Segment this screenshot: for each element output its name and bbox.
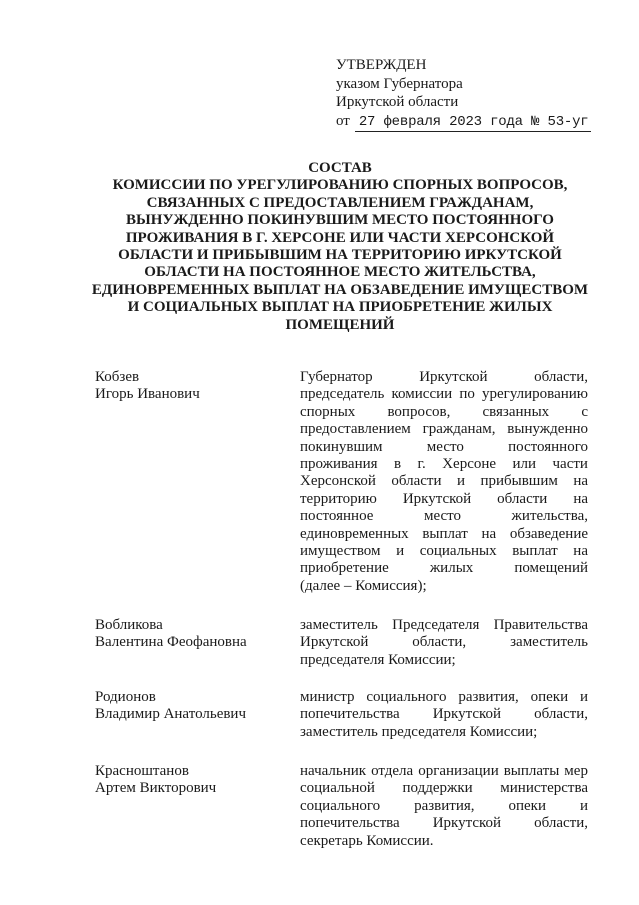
member-name (95, 689, 300, 741)
member-name (95, 369, 300, 595)
member-role-line: секретарь Комиссии. (300, 832, 434, 849)
member-role-line: социальной поддержки министерства (300, 780, 588, 797)
member-name (95, 617, 300, 669)
heading-line: КОМИССИИ ПО УРЕГУЛИРОВАНИЮ СПОРНЫХ ВОПРОСОВ, (112, 177, 568, 194)
member-entry (95, 689, 595, 741)
member-role (300, 369, 588, 595)
heading-line: СВЯЗАННЫХ С ПРЕДОСТАВЛЕНИЕМ ГРАЖДАНАМ, (146, 194, 534, 211)
member-role (300, 689, 588, 741)
member-role-line: постоянное место жительства, (300, 508, 588, 525)
member-given-names: Артем Викторович (95, 780, 217, 797)
member-role-line: заместитель Председателя Правительства (300, 617, 588, 633)
member-role-line: имуществом и социальных выплат на (300, 543, 588, 560)
member-role-line: предоставлением гражданам, вынужденно (300, 421, 588, 438)
approval-date-line (336, 112, 591, 133)
approval-date-number: 27 февраля 2023 года № 53-уг (355, 113, 591, 133)
member-entry (95, 369, 595, 595)
heading-line: И СОЦИАЛЬНЫХ ВЫПЛАТ НА ПРИОБРЕТЕНИЕ ЖИЛЫХ (127, 299, 553, 316)
approval-date-prefix: от (336, 112, 350, 129)
member-role-line: (далее – Комиссия); (300, 577, 427, 594)
heading-line: ОБЛАСТИ И ПРИБЫВШИМ НА ТЕРРИТОРИЮ ИРКУТСКОЙ (118, 247, 562, 264)
document-heading (80, 160, 600, 334)
member-role-line: председатель комиссии по урегулированию (300, 386, 588, 403)
heading-line: ПОМЕЩЕНИЙ (285, 316, 395, 333)
member-role-line: спорных вопросов, связанных с (300, 403, 588, 420)
member-role (300, 763, 588, 850)
member-given-names: Игорь Иванович (95, 386, 200, 403)
member-entry (95, 763, 595, 850)
member-role-line: председателя Комиссии; (300, 651, 456, 668)
member-given-names: Валентина Феофановна (95, 634, 247, 651)
member-surname: Вобликова (95, 617, 163, 633)
member-role-line: заместитель председателя Комиссии; (300, 723, 538, 740)
approval-status: УТВЕРЖДЕН (336, 57, 427, 73)
member-role-line: проживания в г. Херсоне или части (300, 456, 588, 473)
member-given-names: Владимир Анатольевич (95, 706, 247, 723)
member-surname: Красноштанов (95, 763, 189, 779)
member-role-line: министр социального развития, опеки и (300, 689, 588, 705)
member-role-line: приобретение жилых помещений (300, 560, 588, 577)
approval-authority: указом Губернатора (336, 75, 463, 92)
member-name (95, 763, 300, 850)
member-role (300, 617, 588, 669)
member-entry (95, 617, 595, 669)
member-role-line: социального развития, опеки и (300, 797, 588, 814)
member-role-line: начальник отдела организации выплаты мер (300, 763, 588, 779)
member-role-line: Губернатор Иркутской области, (300, 369, 588, 385)
member-role-line: единовременных выплат на обзаведение (300, 525, 588, 542)
heading-title: СОСТАВ (308, 160, 372, 176)
heading-line: ОБЛАСТИ НА ПОСТОЯННОЕ МЕСТО ЖИТЕЛЬСТВА, (144, 264, 536, 281)
approval-block (336, 56, 591, 132)
approval-region: Иркутской области (336, 94, 459, 110)
heading-line: ПРОЖИВАНИЯ В Г. ХЕРСОНЕ ИЛИ ЧАСТИ ХЕРСОНСКОЙ (125, 229, 555, 246)
member-role-line: территорию Иркутской области на (300, 490, 588, 507)
member-role-line: Херсонской области и прибывшим на (300, 473, 588, 490)
member-role-line: Иркутской области, заместитель (300, 634, 588, 651)
member-role-line: попечительства Иркутской области, (300, 815, 588, 832)
member-surname: Родионов (95, 689, 156, 705)
member-role-line: попечительства Иркутской области, (300, 706, 588, 723)
member-surname: Кобзев (95, 369, 140, 385)
heading-line: ЕДИНОВРЕМЕННЫХ ВЫПЛАТ НА ОБЗАВЕДЕНИЕ ИМУЩЕСТВОМ (91, 281, 589, 298)
heading-line: ВЫНУЖДЕННО ПОКИНУВШИМ МЕСТО ПОСТОЯННОГО (126, 212, 554, 229)
member-role-line: покинувшим место постоянного (300, 438, 588, 455)
